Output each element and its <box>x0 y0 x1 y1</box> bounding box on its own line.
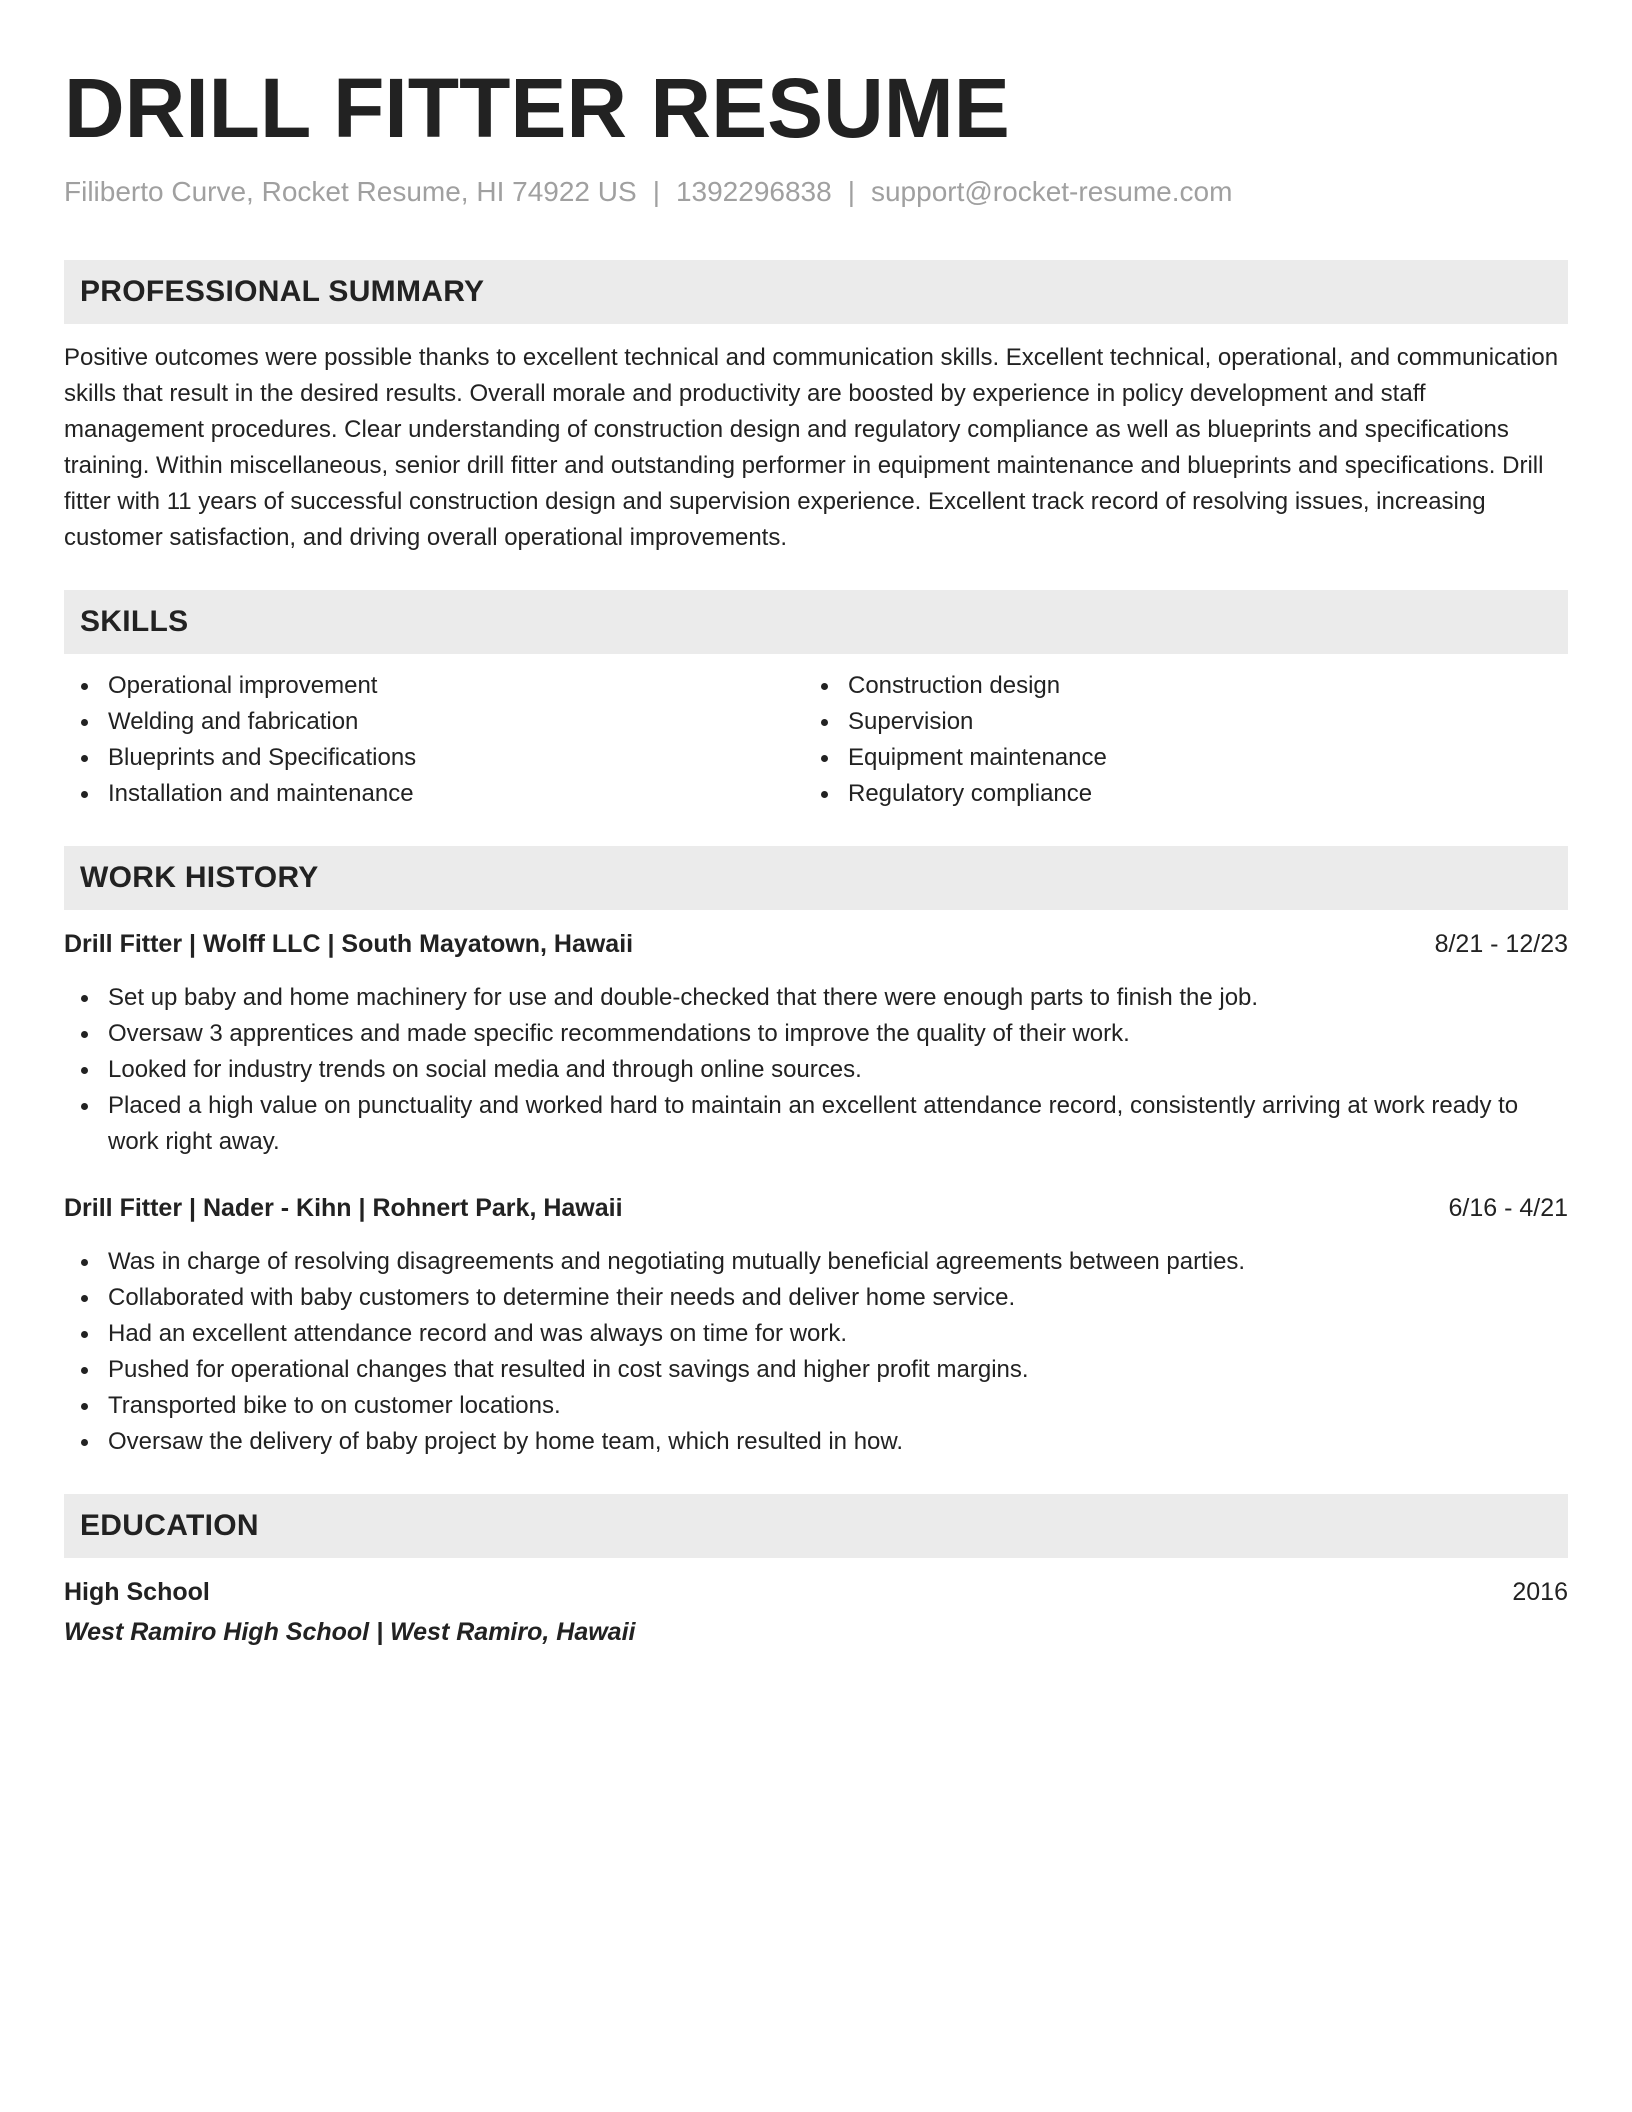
skill-item: Welding and fabrication <box>64 704 804 740</box>
job-dates: 6/16 - 4/21 <box>1448 1194 1568 1222</box>
education-section-header <box>64 1494 1568 1558</box>
skill-item: Construction design <box>804 668 1544 704</box>
education-year: 2016 <box>1512 1578 1568 1606</box>
education-degree: High School <box>64 1578 210 1606</box>
job-duty: Collaborated with baby customers to determine their needs and deliver home service. <box>64 1280 1568 1316</box>
summary-section-header <box>64 260 1568 324</box>
summary-heading: PROFESSIONAL SUMMARY <box>80 275 485 308</box>
skill-item: Operational improvement <box>64 668 804 704</box>
education-school: West Ramiro High School | West Ramiro, Hawaii <box>64 1618 636 1646</box>
contact-address: Filiberto Curve, Rocket Resume, HI 74922 US <box>64 176 637 207</box>
contact-separator: | <box>652 176 660 207</box>
skills-column-left <box>64 668 804 812</box>
job-entry <box>64 1190 1568 1460</box>
skills-section-header <box>64 590 1568 654</box>
contact-phone: 1392296838 <box>675 176 832 207</box>
job-duty: Oversaw 3 apprentices and made specific recommendations to improve the quality of their work. <box>64 1016 1568 1052</box>
job-duty: Oversaw the delivery of baby project by home team, which resulted in how. <box>64 1424 1568 1460</box>
job-duty: Set up baby and home machinery for use and double-checked that there were enough parts to finish the job. <box>64 980 1568 1016</box>
skills-heading: SKILLS <box>80 605 189 638</box>
job-header <box>64 926 1568 962</box>
job-duty: Transported bike to on customer locations. <box>64 1388 1568 1424</box>
skill-item: Installation and maintenance <box>64 776 804 812</box>
skill-item: Blueprints and Specifications <box>64 740 804 776</box>
contact-line <box>64 174 1568 210</box>
job-title: Drill Fitter | Nader - Kihn | Rohnert Park, Hawaii <box>64 1194 623 1222</box>
job-title: Drill Fitter | Wolff LLC | South Mayatown, Hawaii <box>64 930 634 958</box>
skills-list <box>64 668 1568 812</box>
skill-item: Supervision <box>804 704 1544 740</box>
skill-item: Equipment maintenance <box>804 740 1544 776</box>
summary-text: Positive outcomes were possible thanks to excellent technical and communication skills. Excellent technical, operational, and communication skills that result in the desired results. Overall morale and productivity are boosted by experience in policy development and staff management procedures. Clear understanding of construction design and regulatory compliance as well as blueprints and specifications training. Within miscellaneous, senior drill fitter and outstanding performer in equipment maintenance and blueprints and specifications. Drill fitter with 11 years of successful construction design and supervision experience. Excellent track record of resolving issues, increasing customer satisfaction, and driving overall operational improvements. <box>64 344 1559 551</box>
job-duty: Pushed for operational changes that resulted in cost savings and higher profit margins. <box>64 1352 1568 1388</box>
job-duty: Placed a high value on punctuality and worked hard to maintain an excellent attendance record, consistently arriving at work ready to work right away. <box>64 1088 1568 1160</box>
skill-item: Regulatory compliance <box>804 776 1544 812</box>
job-duties-list <box>64 1244 1568 1460</box>
job-header <box>64 1190 1568 1226</box>
work-section-header <box>64 846 1568 910</box>
work-heading: WORK HISTORY <box>80 861 319 894</box>
contact-email: support@rocket-resume.com <box>870 176 1233 207</box>
skills-column-right <box>804 668 1544 812</box>
job-duty: Was in charge of resolving disagreements and negotiating mutually beneficial agreements between parties. <box>64 1244 1568 1280</box>
education-heading: EDUCATION <box>80 1509 259 1542</box>
job-duty: Looked for industry trends on social media and through online sources. <box>64 1052 1568 1088</box>
job-duties-list <box>64 980 1568 1160</box>
contact-separator: | <box>847 176 855 207</box>
education-header <box>64 1574 1568 1610</box>
job-dates: 8/21 - 12/23 <box>1434 930 1568 958</box>
job-duty: Had an excellent attendance record and was always on time for work. <box>64 1316 1568 1352</box>
resume-title: DRILL FITTER RESUME <box>64 61 1010 155</box>
job-entry <box>64 926 1568 1160</box>
